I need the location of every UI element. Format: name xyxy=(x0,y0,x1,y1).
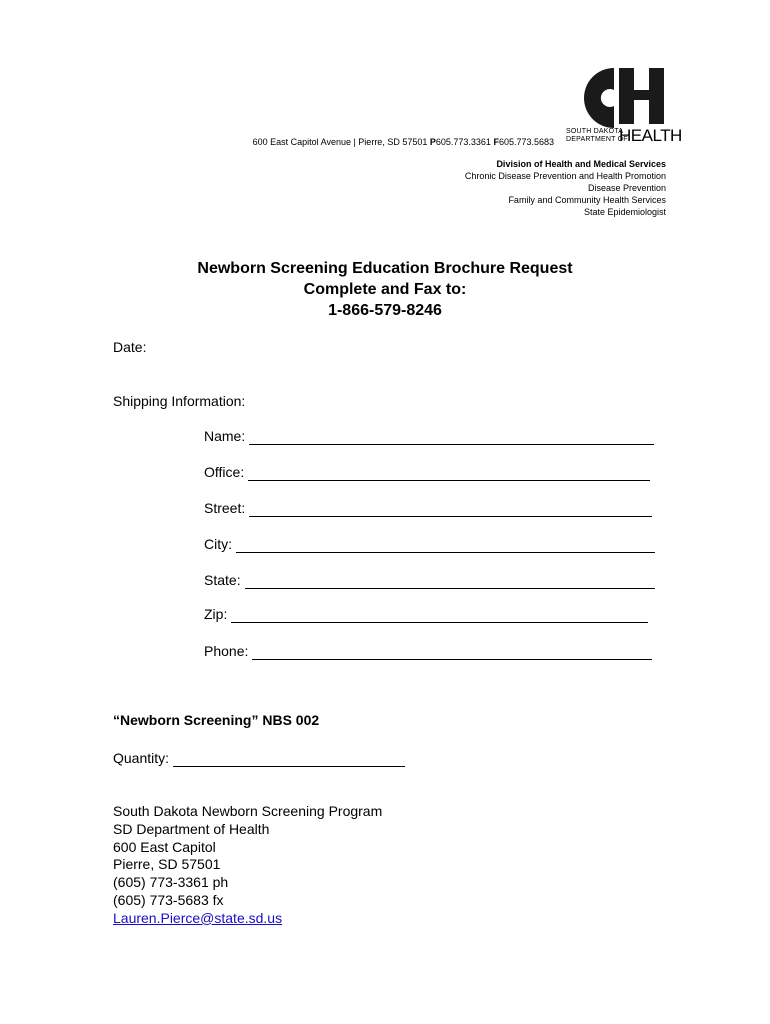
letterhead-address xyxy=(160,137,554,148)
address-fax: 605.773.5683 xyxy=(498,137,554,147)
zip-field-row xyxy=(204,606,648,623)
city-field-row xyxy=(204,536,655,553)
office-label: Office: xyxy=(204,464,245,480)
city-input-line[interactable] xyxy=(236,538,655,553)
document-title xyxy=(100,258,670,321)
phone-input-line[interactable] xyxy=(252,645,652,660)
quantity-input-line[interactable] xyxy=(173,752,405,767)
contact-city: Pierre, SD 57501 xyxy=(113,856,221,873)
logo-text-state: SOUTH DAKOTA xyxy=(566,128,624,135)
title-line-1: Newborn Screening Education Brochure Request xyxy=(197,260,573,277)
contact-fax: (605) 773-5683 fx xyxy=(113,891,224,908)
title-line-2: Complete and Fax to: xyxy=(303,281,467,298)
logo-text-department: DEPARTMENT OF xyxy=(566,136,628,143)
state-field-row xyxy=(204,572,655,589)
contact-program: South Dakota Newborn Screening Program xyxy=(113,803,383,819)
quantity-field-row xyxy=(113,750,405,767)
phone-prefix: P xyxy=(429,137,436,147)
phone-label: Phone: xyxy=(204,643,249,659)
phone-field-row xyxy=(204,643,652,660)
zip-label: Zip: xyxy=(204,606,228,622)
street-field-row xyxy=(204,500,652,517)
state-input-line[interactable] xyxy=(245,574,655,589)
shipping-label: Shipping Information: xyxy=(113,393,246,409)
address-phone: 605.773.3361 xyxy=(435,137,494,147)
name-input-line[interactable] xyxy=(249,430,654,445)
state-label: State: xyxy=(204,572,241,588)
zip-input-line[interactable] xyxy=(231,608,648,623)
division-item: Chronic Disease Prevention and Health Promotion xyxy=(464,171,666,181)
contact-email-link[interactable]: Lauren.Pierce@state.sd.us xyxy=(113,909,283,926)
contact-department: SD Department of Health xyxy=(113,820,270,837)
logo-text-health: HEALTH xyxy=(619,126,682,145)
date-label: Date: xyxy=(113,339,147,355)
city-label: City: xyxy=(204,536,232,552)
fax-prefix: F xyxy=(493,137,499,147)
name-field-row xyxy=(204,428,654,445)
office-field-row xyxy=(204,464,650,481)
division-item: Disease Prevention xyxy=(587,183,666,193)
office-input-line[interactable] xyxy=(248,466,650,481)
quantity-label: Quantity: xyxy=(113,750,170,766)
division-item: State Epidemiologist xyxy=(583,207,666,217)
address-main: 600 East Capitol Avenue | Pierre, SD 57501 xyxy=(252,137,430,147)
contact-block xyxy=(113,803,382,928)
street-input-line[interactable] xyxy=(249,502,652,517)
contact-street: 600 East Capitol xyxy=(113,838,216,855)
contact-phone: (605) 773-3361 ph xyxy=(113,874,229,891)
street-label: Street: xyxy=(204,500,246,516)
fax-number: 1-866-579-8246 xyxy=(328,302,442,319)
divisions-list xyxy=(465,158,666,218)
product-name: “Newborn Screening” NBS 002 xyxy=(113,712,320,728)
name-label: Name: xyxy=(204,428,246,444)
division-heading: Division of Health and Medical Services xyxy=(496,159,666,169)
division-item: Family and Community Health Services xyxy=(508,195,666,205)
